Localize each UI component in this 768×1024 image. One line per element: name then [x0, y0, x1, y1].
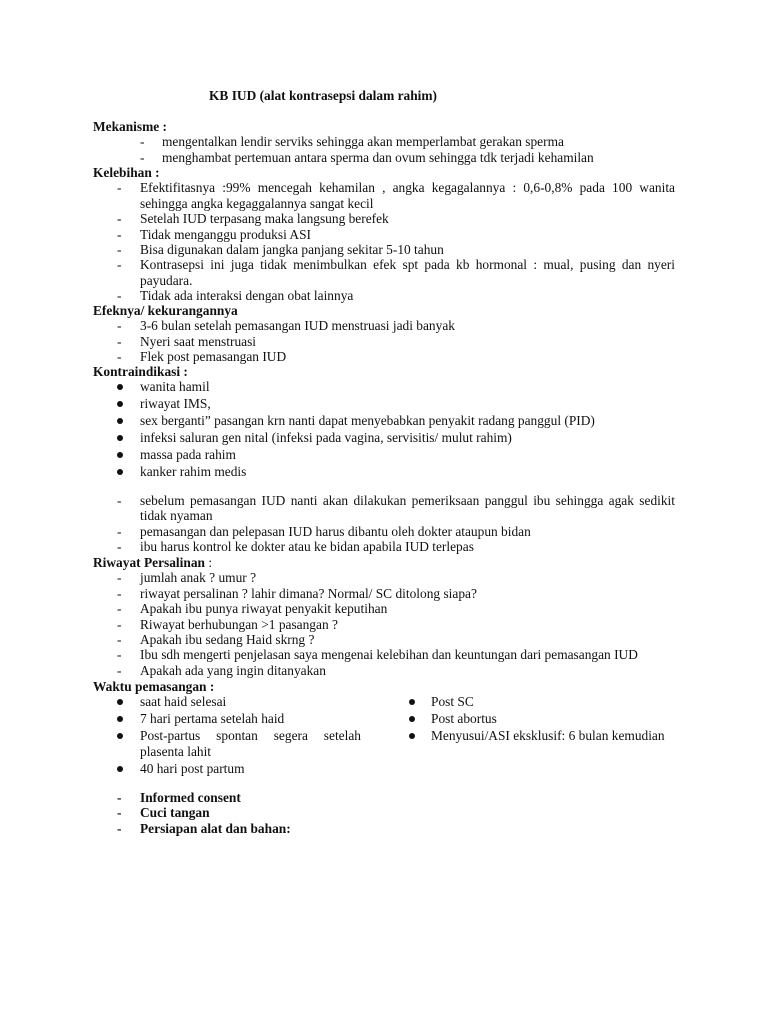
- item-text: Tidak menganggu produksi ASI: [140, 226, 311, 242]
- list-item: [93, 524, 675, 539]
- item-text: riwayat IMS,: [140, 396, 211, 412]
- item-text: pemasangan dan pelepasan IUD harus dibantu oleh dokter ataupun bidan: [140, 523, 531, 539]
- list-steps: [93, 790, 675, 836]
- item-text: Post-partus spontan segera setelah plasenta lahit: [140, 728, 361, 759]
- section-kelebihan: [93, 165, 675, 304]
- item-text: riwayat persalinan ? lahir dimana? Normal/ SC ditolong siapa?: [140, 585, 477, 601]
- item-text: Post abortus: [431, 711, 497, 727]
- item-text: wanita hamil: [140, 379, 210, 395]
- list-item: [93, 180, 675, 211]
- list-item: [93, 227, 675, 242]
- item-text: Ibu sdh mengerti penjelasan saya mengenai kelebihan dan keuntungan dari pemasangan IUD: [140, 647, 638, 663]
- item-text: kanker rahim medis: [140, 463, 247, 479]
- item-text: Apakah ada yang ingin ditanyakan: [140, 662, 326, 678]
- item-text: Apakah ibu punya riwayat penyakit keputihan: [140, 601, 388, 617]
- dash-marker: -: [117, 805, 122, 821]
- bullet-marker: [409, 733, 415, 739]
- list-item: [93, 413, 675, 428]
- dash-marker: -: [117, 180, 122, 196]
- waktu-column-right: [408, 694, 675, 777]
- section-mekanisme: [93, 119, 675, 165]
- waktu-column-left: [93, 694, 361, 777]
- bullet-marker: [117, 418, 123, 424]
- item-text: jumlah anak ? umur ?: [140, 570, 257, 586]
- item-text: Cuci tangan: [140, 805, 210, 821]
- dash-marker: -: [140, 134, 145, 150]
- dash-marker: -: [117, 632, 122, 648]
- dash-marker: -: [117, 226, 122, 242]
- list-waktu-left: [93, 694, 361, 776]
- item-text: Nyeri saat menstruasi: [140, 333, 257, 349]
- bullet-marker: [409, 699, 415, 705]
- heading-riwayat-colon: :: [204, 555, 213, 570]
- item-text: menghambat pertemuan antara sperma dan ovum sehingga tdk terjadi kehamilan: [162, 149, 594, 165]
- heading-riwayat-text: Riwayat Persalinan: [93, 555, 205, 570]
- list-item: [93, 647, 675, 662]
- list-item: [93, 430, 675, 445]
- list-item: [408, 694, 675, 709]
- list-item: [93, 288, 675, 303]
- dash-marker: -: [140, 149, 145, 165]
- list-item: [93, 617, 675, 632]
- heading-kontraindikasi: Kontraindikasi :: [93, 364, 188, 379]
- list-mekanisme: [93, 134, 675, 165]
- heading-waktu: Waktu pemasangan :: [93, 679, 215, 694]
- item-text: ibu harus kontrol ke dokter atau ke bidan apabila IUD terlepas: [140, 539, 474, 555]
- dash-marker: -: [117, 493, 122, 508]
- dash-marker: -: [117, 662, 122, 678]
- bullet-marker: [117, 401, 123, 407]
- item-text: Post SC: [431, 694, 474, 710]
- item-text: 3-6 bulan setelah pemasangan IUD menstruasi jadi banyak: [140, 318, 455, 334]
- item-text: Bisa digunakan dalam jangka panjang sekitar 5-10 tahun: [140, 242, 444, 258]
- section-efeknya: [93, 303, 675, 365]
- list-efeknya: [93, 318, 675, 364]
- list-item: [93, 790, 675, 805]
- item-text: Riwayat berhubungan >1 pasangan ?: [140, 616, 338, 632]
- list-item: [408, 711, 675, 726]
- list-item: [93, 318, 675, 333]
- bullet-marker: [117, 469, 123, 475]
- bullet-marker: [117, 699, 123, 705]
- list-item: [93, 447, 675, 462]
- item-text: mengentalkan lendir serviks sehingga akan memperlambat gerakan sperma: [162, 134, 564, 150]
- item-text: Flek post pemasangan IUD: [140, 349, 287, 365]
- dash-marker: -: [117, 349, 122, 365]
- list-item: [93, 570, 675, 585]
- heading-mekanisme: Mekanisme :: [93, 119, 168, 134]
- list-item: [93, 632, 675, 647]
- item-text: Informed consent: [140, 790, 241, 805]
- list-item: [93, 257, 675, 288]
- heading-kelebihan: Kelebihan :: [93, 165, 160, 180]
- list-item: [93, 711, 361, 726]
- item-text: infeksi saluran gen nital (infeksi pada vagina, servisitis/ mulut rahim): [140, 430, 512, 446]
- dash-marker: -: [117, 647, 122, 663]
- list-item: [93, 134, 675, 149]
- bullet-marker: [117, 716, 123, 722]
- section-kontraindikasi: [93, 364, 675, 481]
- dash-marker: -: [117, 570, 122, 586]
- list-kontraindikasi-notes: [93, 493, 675, 555]
- item-text: Setelah IUD terpasang maka langsung berefek: [140, 211, 389, 227]
- dash-marker: -: [117, 616, 122, 632]
- bullet-marker: [117, 733, 123, 739]
- list-item: [93, 805, 675, 820]
- item-text: Tidak ada interaksi dengan obat lainnya: [140, 288, 354, 304]
- dash-marker: -: [117, 333, 122, 349]
- list-waktu-right: [408, 694, 675, 743]
- section-waktu: [93, 679, 675, 777]
- dash-marker: -: [117, 288, 122, 304]
- list-item: [93, 586, 675, 601]
- list-item: [93, 694, 361, 709]
- dash-marker: -: [117, 257, 122, 273]
- bullet-marker: [117, 766, 123, 772]
- dash-marker: -: [117, 790, 122, 805]
- bullet-marker: [409, 716, 415, 722]
- section-kontraindikasi-notes: [93, 493, 675, 555]
- item-text: Efektifitasnya :99% mencegah kehamilan , angka kegagalannya : 0,6-0,8% pada 100 wanita sehingga angka kegaggalannya sangat kecil: [140, 180, 675, 211]
- item-text: Kontrasepsi ini juga tidak menimbulkan efek spt pada kb hormonal : mual, pusing dan nyeri payudara.: [140, 257, 675, 288]
- heading-riwayat: [93, 555, 675, 570]
- list-item: [93, 601, 675, 616]
- document-title: KB IUD (alat kontrasepsi dalam rahim): [209, 88, 438, 103]
- item-text: Persiapan alat dan bahan:: [140, 820, 291, 836]
- dash-marker: -: [117, 523, 122, 539]
- list-item: [93, 349, 675, 364]
- bullet-marker: [117, 384, 123, 390]
- waktu-columns: [93, 694, 675, 777]
- dash-marker: -: [117, 242, 122, 258]
- list-item: [93, 211, 675, 226]
- item-text: Apakah ibu sedang Haid skrng ?: [140, 632, 315, 648]
- item-text: 7 hari pertama setelah haid: [140, 711, 285, 727]
- item-text: sebelum pemasangan IUD nanti akan dilakukan pemeriksaan panggul ibu sehingga agak sedikit tidak nyaman: [140, 493, 675, 524]
- list-item: [93, 761, 361, 776]
- list-item: [93, 379, 675, 394]
- section-steps: [93, 790, 675, 836]
- dash-marker: -: [117, 820, 122, 836]
- section-riwayat: [93, 555, 675, 678]
- heading-efeknya: Efeknya/ kekurangannya: [93, 303, 238, 318]
- dash-marker: -: [117, 585, 122, 601]
- list-item: [93, 396, 675, 411]
- dash-marker: -: [117, 601, 122, 617]
- item-text: massa pada rahim: [140, 447, 236, 463]
- item-text: 40 hari post partum: [140, 760, 245, 776]
- list-item: [408, 728, 675, 743]
- bullet-marker: [117, 435, 123, 441]
- dash-marker: -: [117, 211, 122, 227]
- list-kelebihan: [93, 180, 675, 303]
- dash-marker: -: [117, 539, 122, 555]
- list-item: [93, 663, 675, 678]
- list-item: [93, 334, 675, 349]
- list-riwayat: [93, 570, 675, 678]
- list-kontraindikasi: [93, 379, 675, 479]
- item-text: Menyusui/ASI eksklusif: 6 bulan kemudian: [431, 728, 665, 744]
- dash-marker: -: [117, 318, 122, 334]
- list-item: [93, 821, 675, 836]
- list-item: [93, 242, 675, 257]
- list-item: [93, 539, 675, 554]
- list-item: [93, 150, 675, 165]
- list-item: [93, 728, 361, 759]
- item-text: sex berganti” pasangan krn nanti dapat menyebabkan penyakit radang panggul (PID): [140, 413, 595, 429]
- list-item: [93, 493, 675, 524]
- bullet-marker: [117, 452, 123, 458]
- item-text: saat haid selesai: [140, 694, 227, 710]
- list-item: [93, 464, 675, 479]
